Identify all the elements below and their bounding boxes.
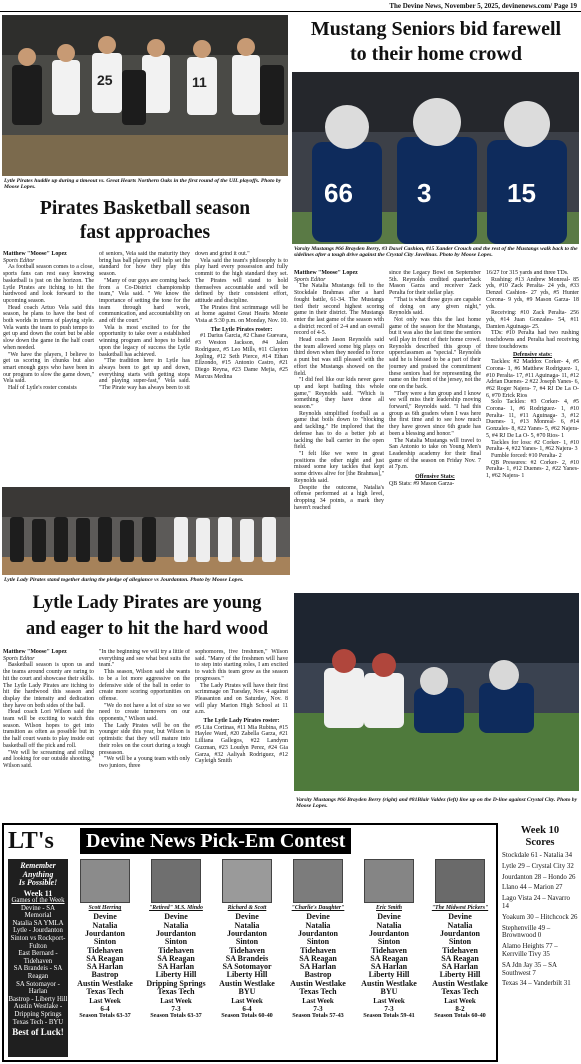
offense-stats-title: Offensive Stats: — [415, 474, 455, 481]
score-list — [502, 852, 578, 988]
paragraph: "Many of our guys are coming back from a Co-District championship team," Vela said. " We know the importance of setting the tone for the team through hard work, communication, and accountability on and off the court." — [99, 277, 190, 325]
pick-team: SA Harlan — [370, 962, 408, 972]
last-week-record: 7-3 — [384, 1004, 394, 1013]
pick-team: Texas Tech — [157, 987, 195, 997]
picker-name: Richard & Scott — [227, 905, 267, 911]
pick-team: Liberty Hill — [439, 970, 481, 980]
picker-name: Eric Smith — [376, 905, 402, 911]
paragraph: "The tradition here in Lytle has always been to get up and down, everything starts with getting stops and playing super-fast," Vela said. "The Pirate way has always been to sit — [99, 358, 190, 392]
pick-team: Natalia — [92, 920, 118, 930]
tfl-stats: Tackles for loss: #2 Corker- 1, #10 Peralta- 4, #22 Yanes- 1, #62 Najera- 3 — [486, 439, 579, 453]
pick-team: Natalia — [305, 920, 331, 930]
paragraph: "We will be a young team with only two juniors, three — [99, 756, 190, 769]
basketball-headline-line-2: fast approaches — [79, 222, 211, 243]
byline: Matthew "Moose" Lopez — [294, 270, 358, 276]
last-week-label: Last Week — [89, 997, 121, 1006]
roster-title: The Lytle Pirates roster: — [210, 326, 273, 333]
pick-team: Liberty Hill — [368, 970, 410, 980]
football-photo-caption: Varsity Mustangs #66 Brayden Berry, #3 Daxel Cashion, #15 Xander Crouch and the rest of the Mustangs walk back to the sidelines after a tough drive against the Crystal City Javelinas. Photo by Moose Lopes. — [294, 246, 578, 259]
byline: Matthew "Moose" Lopez — [3, 251, 67, 257]
pick-team: Jourdanton — [439, 929, 480, 938]
last-week-record: 8-2 — [455, 1004, 465, 1013]
pick-team: Austin Westlake — [432, 978, 488, 988]
last-week-label: Last Week — [444, 997, 476, 1006]
picker-photo — [435, 859, 485, 903]
pick-team: SA Reagan — [441, 953, 479, 963]
basketball-headline — [2, 197, 288, 245]
pick-team: Tidehaven — [229, 945, 265, 955]
basketball-column-2 — [99, 251, 190, 483]
picker-column — [72, 859, 138, 1057]
game-line: Devine - SA Memorial — [21, 904, 55, 920]
paragraph: sophomores, five freshmen," Wilson said. "Many of the freshmen will have to step into starting roles, I am excited to watch this team grow as the season progresses." — [195, 649, 288, 682]
game-line: Austin Westlake - Dripping Springs — [13, 1003, 63, 1018]
game-line: Texas Tech - BYU — [12, 1018, 64, 1026]
pick-team: SA Harlan — [86, 962, 124, 972]
picker-photo — [80, 859, 130, 903]
paragraph: "I did feel like our kids never gave up and kept battling this whole game," Reynolds said. "Which is something they have done all season." — [294, 377, 384, 411]
page-header: The Devine News, November 5, 2025, devinenews.com/ Page 19 — [0, 0, 581, 12]
qb-pressure-stats: QB Pressures: #2 Corker- 2, #10 Peralta- 1, #12 Duenes- 2, #22 Yanes- 1, #62 Najera- 1 — [486, 459, 579, 480]
pick-team: SA Harlan — [299, 962, 337, 972]
last-week-label: Last Week — [373, 997, 405, 1006]
roster-list: #1 Darius Garcia, #2 Chase Guevara, #3 Weston Jackson, #4 Jalen Rodriguez, #5 Leo Mills, #11 Clayton Jopling, #12 Seth Pierce, #14 Ethan Elizondo, #15 Antonio Castro, #21 Diego Reyna, #23 Dame Mejia, #25 Marcus Medina — [195, 333, 288, 380]
touchdown-stats: TDs: #10 Peralta had two rushing touchdowns and Peralta had receiving three touchdowns — [486, 330, 579, 350]
pick-team: Austin Westlake — [290, 978, 346, 988]
picker-column — [427, 859, 493, 1057]
football-seniors-photo — [292, 72, 579, 244]
pick-team: Tidehaven — [300, 945, 336, 955]
svg-text:3: 3 — [417, 178, 432, 208]
pick-em-contest-ad — [2, 823, 498, 1062]
fumble-stats: Fumble forced: #10 Peralta- 2 — [491, 452, 562, 459]
pick-team: Jourdanton — [84, 929, 125, 938]
game-line: Bastrop - Liberty Hill — [8, 995, 68, 1003]
pick-team: SA Reagan — [157, 953, 195, 963]
paragraph: Not only was this the last home game of the season for the Mustangs, but it was also the last time the seniors will play in front of their home crowd. Reynolds described this group of upperclassmen as "special." Reynolds said he is blessed to be a part of their journey and praised the commitment these seniors had for representing the name on the front of the jersey, not the one on the back. — [389, 316, 481, 390]
paragraph: Head coach Lori Wilson said the team will be exciting to watch this season. Wilson hopes to get into transition as often as possible but in the half court wants to play inside out basketball off the pick and roll. — [3, 709, 94, 749]
pick-team: Sinton — [448, 937, 472, 947]
basketball-huddle-photo — [2, 15, 288, 176]
season-total: Season Totals 60-40 — [221, 1012, 273, 1020]
pick-team: Natalia — [447, 920, 473, 930]
pick-team: Devine — [377, 912, 401, 922]
paragraph: "We do not have a lot of size so we need to create turnovers on our opponents," Wilson said. — [99, 702, 190, 723]
pick-team: Jourdanton — [368, 929, 409, 938]
last-week-label: Last Week — [160, 997, 192, 1006]
ad-title — [8, 828, 496, 854]
pick-team: Tidehaven — [371, 945, 407, 955]
byline-role: Sports Editor — [3, 257, 35, 264]
byline-role: Sports Editor — [3, 655, 35, 662]
picker-column — [214, 859, 280, 1057]
paragraph: The Natalia Mustangs will travel to San Antonio to take on Young Men's Leadership academy for their final game of the season on Friday Nov. 7 at 7p.m. — [389, 437, 481, 471]
picker-name: "Retired" M.S. Mindo — [149, 905, 203, 911]
pick-team: SA Harlan — [157, 962, 195, 972]
basketball-headline-line-1: Pirates Basketball season — [39, 198, 251, 219]
football-column-3 — [486, 270, 579, 592]
paragraph: since the Legacy Bowl on September 5th. Reynolds credited quarterback Mason Garza and receiver Zack Peralta for their stellar play. — [389, 270, 481, 297]
last-week-record: 6-4 — [100, 1004, 110, 1013]
score-row: Lago Vista 24 – Navarro 14 — [502, 895, 570, 910]
season-total: Season Totals 59-41 — [363, 1012, 415, 1020]
pick-team: Tidehaven — [442, 945, 478, 955]
svg-text:66: 66 — [324, 178, 353, 208]
lady-pirates-pledge-photo — [2, 487, 290, 575]
qb-stats: QB Stats: #9 Mason Garza- — [389, 480, 455, 487]
last-week-record: 6-4 — [242, 1004, 252, 1013]
receiving-stats: Receiving: #10 Zack Peralta- 256 yds, #14 Juan Gonzales- 54, #11 Damien Aguinaga- 25. — [486, 310, 579, 330]
paragraph: of seniors, Vela said the maturity they bring has ball players will help set the standard for how they play this season. — [99, 251, 190, 278]
paragraph: This season, Wilson said she wants to be a lot more aggressive on the defensive side of the ball in order to create more scoring opportunities on offense. — [99, 669, 190, 702]
pick-team: SA Harlan — [441, 962, 479, 972]
games-of-the-week-panel — [8, 859, 68, 1057]
pick-team: Austin Westlake — [77, 978, 133, 988]
paragraph: "I felt like we were in great positions the other night and just missed some key tackles that kept some drives alive for [the Brahmas]," Reynolds said. — [294, 450, 384, 484]
score-row: Stephenville 49 – Brownwood 0 — [502, 924, 551, 940]
paragraph: Basketball season is upon us and the teams around county are raring to hit the court and showcase their skills. The Lytle Lady Pirates are itching to hit the hardwood this season and display the intensity and dedication they have on both sides of the ball. — [3, 662, 94, 709]
paragraph: Despite the outcome, Natalia's offense performed at a high level, dropping 34 points, a mark they haven't reached — [294, 484, 384, 511]
pick-team: SA Sotomayor — [222, 962, 272, 972]
svg-text:25: 25 — [97, 72, 113, 88]
score-row: SA Jdn Jay 35 – SA Southwest 7 — [502, 961, 557, 977]
picker-photo — [151, 859, 201, 903]
score-row: Stockdale 61 - Natalia 34 — [502, 852, 573, 859]
lady-pirates-headline-line-1: Lytle Lady Pirates are young — [32, 593, 262, 613]
picker-photo — [222, 859, 272, 903]
lady-pirates-column-1 — [3, 649, 94, 820]
remember-text: Remember — [20, 861, 56, 870]
picker-column — [356, 859, 422, 1057]
solo-tackles-stats: Solo Tackles: #3 Corker- 4, #5 Corona- 1, #6 Rodriguez- 1, #10 Peralta- 11, #11 Aguinaga- 3, #12 Duenes- 1, #13 Monreal- 6, #14 Gonzales- 8, #22 Yanes- 5, #62 Najera- 5, #4 RJ De La O- 5, #70 Rios- 1 — [486, 399, 579, 439]
pick-team: Sinton — [164, 937, 188, 947]
pick-team: Texas Tech — [441, 987, 479, 997]
basketball-column-1 — [3, 251, 94, 483]
lady-pirates-headline — [2, 590, 292, 642]
paragraph: 16/27 for 315 yards and three TDs. — [486, 270, 569, 276]
pick-team: Jourdanton — [226, 929, 267, 938]
pick-team: Texas Tech — [86, 987, 124, 997]
picker-name: "Charlie's Daughter" — [291, 905, 345, 911]
svg-text:11: 11 — [192, 74, 207, 90]
lady-pirates-photo-caption: Lytle Lady Pirates stand together during the pledge of allegiance vs Jourdanton. Photo by Moose Lopes. — [4, 577, 244, 583]
roster-list: #5 Liia Cortinas, #11 Mia Rubina, #15 Haylee Ward, #20 Zabella Garza, #21 Lilliana Gallegos, #22 Landynn Guzman, #23 Loudyn Perez, #24 Gia Garza, #32 Aaliyah Rodriguez, #12 Cayleigh Smith — [195, 724, 288, 765]
pick-team: Dripping Springs — [146, 978, 206, 988]
possible-text: Is Possible! — [18, 878, 58, 887]
roster-title: The Lytle Lady Pirates roster: — [203, 718, 280, 725]
pick-team: Austin Westlake — [219, 978, 275, 988]
pick-team: Devine — [164, 912, 188, 922]
picker-column — [143, 859, 209, 1057]
tackles-stats: Tackles: #2 Maddox Corker- 4, #5 Corona- 1, #6 Matthew Rodriguez- 1, #10 Peralta- 17, #11 Aguinaga- 11, #12 Adrian Duenes- 2 #22 Joseph Yanes- 6, #62 Roger Najera- 7, #4 RJ De La O- 6, #70 Erick Rios — [486, 359, 579, 399]
pick-team: SA Brandeis — [225, 953, 269, 963]
last-week-record: 7-3 — [171, 1004, 181, 1013]
football-headline — [292, 17, 580, 67]
picker-photo — [364, 859, 414, 903]
pick-team: Natalia — [234, 920, 260, 930]
pick-team: Austin Westlake — [361, 978, 417, 988]
pick-team: Liberty Hill — [155, 970, 197, 980]
game-line: Lytle - Jourdanton — [13, 927, 63, 935]
picker-column — [285, 859, 351, 1057]
anything-text: Anything — [22, 869, 54, 879]
last-week-label: Last Week — [302, 997, 334, 1006]
paragraph: "That is what those guys are capable of doing on any given night," Reynolds said. — [389, 296, 481, 317]
best-of-luck-text: Best of Luck! — [12, 1027, 64, 1038]
lady-pirates-headline-line-2: and eager to hit the hard wood — [25, 619, 269, 639]
score-row: Llano 44 – Marion 27 — [502, 884, 563, 892]
pick-team: Jourdanton — [155, 929, 196, 938]
basketball-column-3 — [195, 251, 288, 483]
paragraph: As football season comes to a close, sports fans can rest easy knowing basketball is just on the horizon. The Lytle Pirates are itching to hit the hardwood and look forward to the upcoming season. — [3, 264, 94, 304]
pick-team: Devine — [448, 912, 472, 922]
game-line: Natalia SA YMLA — [12, 919, 64, 927]
paragraph: The Pirates first scrimmage will be at home against Great Hearts Monte Vista at 5:30 p.m. on Monday, Nov. 10. — [195, 304, 288, 325]
game-line: Sinton vs Rockport-Fulton — [10, 935, 66, 950]
pick-team: Texas Tech — [299, 987, 337, 997]
games-heading: Games of the Week — [11, 897, 65, 905]
paragraph: Half of Lytle's roster consists — [8, 385, 77, 392]
football-column-2 — [389, 270, 481, 592]
pick-team: BYU — [238, 987, 256, 997]
lady-pirates-column-2 — [99, 649, 190, 820]
last-week-label: Last Week — [231, 997, 263, 1006]
basketball-photo-caption: Lytle Pirates huddle up during a timeout vs. Great Hearts Northern Oaks in the first round of the UIL playoffs. Photo by Moose Lopes. — [4, 178, 282, 191]
pick-team: Bastrop — [91, 970, 119, 980]
week-label: Week 11 — [23, 888, 53, 898]
ad-lt-label: LT's — [8, 828, 54, 854]
score-row: Texas 34 – Vanderbilt 31 — [502, 980, 571, 988]
game-line: SA Sotomayor - Harlan — [16, 980, 60, 996]
pick-team: Sinton — [377, 937, 401, 947]
pick-team: Sinton — [93, 937, 117, 947]
paragraph: "We have the players, I believe to get us scoring in chunks but also smart enough guys who have been in our program to slow the game down," Vela said. — [3, 351, 94, 385]
paragraph: "In the beginning we will try a little of everything and see what best suits the team." — [99, 649, 190, 669]
paragraph: Vela said the team's philosophy is to play hard every possession and fully commit to the high standard they set. The Pirates will stand to hold themselves accountable and will be defined by their consistent effort, attitude and discipline. — [195, 257, 288, 304]
pick-team: Jourdanton — [297, 929, 338, 938]
score-row: Alamo Heights 77 – Kerrville Tivy 35 — [502, 943, 558, 958]
paragraph: down and grind it out." — [195, 251, 250, 257]
paragraph: "They were a fun group and I know we will miss their leadership moving forward," Reynolds said. "I had this group as 6th graders when I was here the first time and to see how much they have grown since 6th grade has been a blessing and honor." — [389, 390, 481, 437]
season-total: Season Totals 60-40 — [434, 1012, 486, 1020]
game-line: SA Brandeis - SA Reagan — [13, 965, 63, 981]
season-total: Season Totals 57-43 — [292, 1012, 344, 1020]
football-column-1 — [294, 270, 384, 592]
scores-title: Scores — [525, 837, 555, 848]
score-row: Lytle 29 – Crystal City 32 — [502, 862, 574, 870]
lady-pirates-column-3 — [195, 649, 288, 820]
game-line: East Bernard - Tidehaven — [18, 950, 58, 965]
defense-stats-title: Defensive stats: — [512, 352, 553, 359]
pick-team: Tidehaven — [87, 945, 123, 955]
football-dline-caption: Varsity Mustangs #66 Brayden Berry (right) and #81Blair Valdez (left) line up on the D-line against Crystal City. Photo by Moose Lopes. — [296, 797, 578, 810]
score-row: Yoakum 30 – Hitchcock 26 — [502, 913, 578, 921]
pick-team: SA Reagan — [86, 953, 124, 963]
football-headline-line-1: Mustang Seniors bid farewell — [310, 18, 562, 40]
pick-team: SA Reagan — [370, 953, 408, 963]
pick-team: SA Reagan — [299, 953, 337, 963]
paragraph: The Natalia Mustangs fell to the Stockdale Brahmas after a hard fought battle, 61-34. The Mustangs tied their second highest scoring game in their district. The Mustangs enter the last game of the season with a district record of 2-4 and an overall record of 4-5. — [294, 283, 384, 337]
pick-team: Bastrop — [304, 970, 332, 980]
pick-team: Sinton — [306, 937, 330, 947]
byline-role: Sports Editor — [294, 276, 326, 283]
pick-team: Natalia — [163, 920, 189, 930]
pick-team: BYU — [380, 987, 398, 997]
pick-team: Tidehaven — [158, 945, 194, 955]
paragraph: Vela is most excited to for the opportunity to take over a established winning program and hopes to build upon the legacy of success the Lytle basketball has achieved. — [99, 324, 190, 358]
football-headline-line-2: to their home crowd — [349, 43, 522, 65]
football-dline-photo — [294, 593, 579, 791]
season-total: Season Totals 63-37 — [150, 1012, 202, 1020]
byline: Matthew "Moose" Lopez — [3, 649, 67, 655]
last-week-record: 7-3 — [313, 1004, 323, 1013]
pick-team: Devine — [93, 912, 117, 922]
paragraph: Head coach Artuo Vela said this season, he plans to have the best of both worlds in terms of playing style. Vela wants the team to push tempo to get up and down the court but be able slow down the game in the half court when needed. — [3, 304, 94, 351]
paragraph: The Lady Pirates will be on the younger side this year, but Wilson is optimistic that they will mature into their roles on the court during a tough preseason. — [99, 722, 190, 756]
pick-team: Natalia — [376, 920, 402, 930]
scores-title-week: Week 10 — [520, 825, 560, 836]
picker-photo — [293, 859, 343, 903]
pick-team: Devine — [235, 912, 259, 922]
ad-main-title: Devine News Pick-Em Contest — [80, 828, 351, 854]
paragraph: Head coach Jason Reynolds said the team allowed some big plays on third down when they needed to force a punt but was still pleased with the effort the Mustangs showed on the field. — [294, 337, 384, 377]
pick-team: Liberty Hill — [226, 970, 268, 980]
paragraph: The Lady Pirates will have their first scrimmage on Tuesday, Nov. 4 against Pleasanton and on Saturday, Nov. 8 will play Marion High School at 11 a.m. — [195, 682, 288, 716]
pick-team: Sinton — [235, 937, 259, 947]
picker-name: Scott Herring — [88, 905, 122, 911]
week-scores-panel — [500, 823, 580, 1062]
paragraph: "We will be screaming and rolling and looking for our outside shooting," Wilson said. — [3, 749, 94, 769]
svg-text:15: 15 — [507, 178, 536, 208]
picker-name: "The Midwest Pickers" — [431, 905, 489, 911]
rushing-stats: Rushing: #13 Andrew Monreal- 85 yds, #10 Zack Peralta- 24 yds, #33 Denzel Cashion- 27 yds, #5 Hunter Corona- 9 yds, #9 Mason Garza- 18 yds. — [486, 276, 579, 310]
season-total: Season Totals 63-37 — [79, 1012, 131, 1020]
score-row: Jourdanton 28 – Hondo 26 — [502, 873, 576, 881]
pick-team: Devine — [306, 912, 330, 922]
paragraph: Reynolds simplified football as a game that boils down to "blocking and tackling." He implored that the defense has to do a better job at tackling the ball carrier in the open field. — [294, 410, 384, 451]
